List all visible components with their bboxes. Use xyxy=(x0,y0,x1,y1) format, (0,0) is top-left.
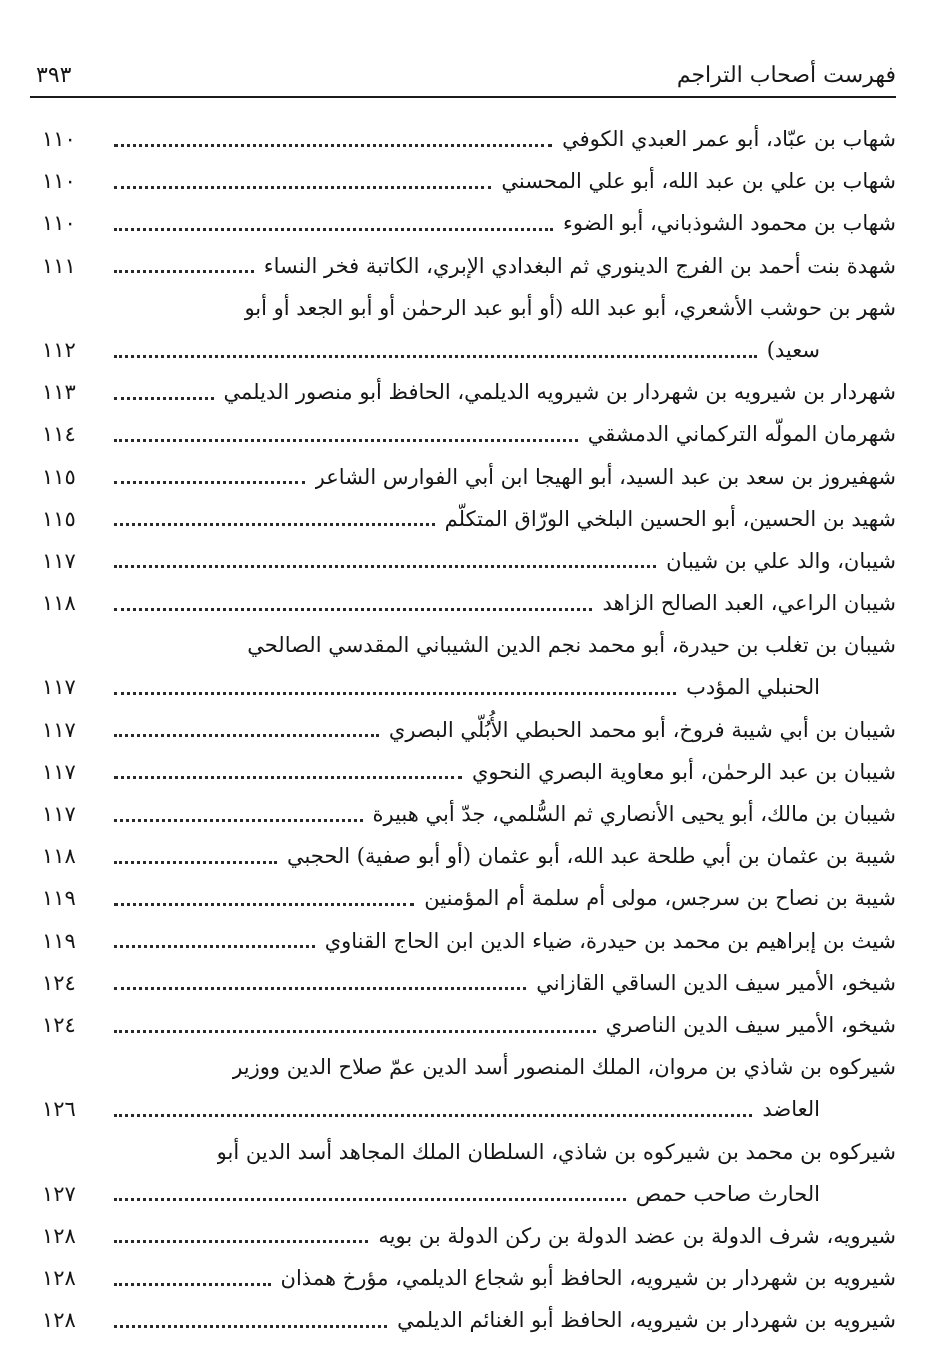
entry-page-number: ١١٨ xyxy=(42,591,76,616)
entry-line xyxy=(42,751,896,793)
dot-leader xyxy=(114,608,592,611)
entry-line xyxy=(42,413,896,455)
entry-line xyxy=(42,540,896,582)
index-entry xyxy=(42,877,896,919)
entry-line xyxy=(42,709,896,751)
index-entry xyxy=(42,751,896,793)
header-page-number: ٣٩٣ xyxy=(36,63,72,88)
index-entry xyxy=(42,1299,896,1341)
entry-text: شهدة بنت أحمد بن الفرج الدينوري ثم البغدادي الإبري، الكاتبة فخر النساء xyxy=(263,253,896,278)
entry-line xyxy=(42,1257,896,1299)
entry-text: شيبة بن عثمان بن أبي طلحة عبد الله، أبو عثمان (أو أبو صفية) الحجبي xyxy=(286,844,896,869)
entry-page-number: ١٢٤ xyxy=(42,1012,76,1037)
entry-text: شيرويه بن شهردار بن شيرويه، الحافظ أبو الغنائم الديلمي xyxy=(397,1308,896,1333)
entry-page-number: ١١٥ xyxy=(42,464,76,489)
entry-page-number: ١٢٦ xyxy=(42,1097,76,1122)
index-entry xyxy=(42,709,896,751)
dot-leader xyxy=(114,228,553,231)
dot-leader xyxy=(114,861,277,864)
entry-page-number: ١١٨ xyxy=(42,844,76,869)
dot-leader xyxy=(114,481,305,484)
entry-page-number: ١١٢ xyxy=(42,337,76,362)
entry-page-number: ١١٤ xyxy=(42,422,76,447)
index-entry xyxy=(42,456,896,498)
dot-leader xyxy=(114,819,363,822)
entry-first-line xyxy=(42,1131,896,1173)
dot-leader xyxy=(114,439,578,442)
dot-leader xyxy=(114,776,462,779)
entry-line xyxy=(42,202,896,244)
index-entry xyxy=(42,1131,896,1215)
index-entry xyxy=(42,498,896,540)
entry-page-number: ١١٩ xyxy=(42,928,76,953)
dot-leader xyxy=(114,523,435,526)
index-entry xyxy=(42,835,896,877)
entry-line xyxy=(42,1173,896,1215)
entry-page-number: ١١٧ xyxy=(42,802,76,826)
entry-page-number: ١١٧ xyxy=(42,675,76,700)
entry-text: شيبة بن نصاح بن سرجس، مولى أم سلمة أم المؤمنين xyxy=(424,886,896,911)
dot-leader xyxy=(114,1198,626,1201)
entry-line xyxy=(42,582,896,624)
dot-leader xyxy=(114,692,676,695)
running-header xyxy=(30,52,896,98)
entry-line xyxy=(42,920,896,962)
index-entry xyxy=(42,118,896,160)
entry-text: شهاب بن محمود الشوذباني، أبو الضوء xyxy=(562,211,896,236)
entry-text: شيبان بن مالك، أبو يحيى الأنصاري ثم السُّلمي، جدّ أبي هبيرة xyxy=(372,802,896,826)
entry-line xyxy=(42,1215,896,1257)
index-entry xyxy=(42,245,896,287)
entry-text-line1: شيركوه بن شاذي بن مروان، الملك المنصور أسد الدين عمّ صلاح الدين ووزير xyxy=(232,1055,896,1080)
entry-page-number: ١١٧ xyxy=(42,759,76,784)
dot-leader xyxy=(114,397,214,400)
entry-line xyxy=(42,877,896,919)
entry-line xyxy=(42,962,896,1004)
dot-leader xyxy=(114,1030,596,1033)
index-entry xyxy=(42,920,896,962)
dot-leader xyxy=(114,1325,387,1328)
index-entry xyxy=(42,1004,896,1046)
entry-page-number: ١٢٨ xyxy=(42,1308,76,1333)
dot-leader xyxy=(114,1240,368,1243)
entry-text-line1: شهر بن حوشب الأشعري، أبو عبد الله (أو أبو عبد الرحمٰن أو أبو الجعد أو أبو xyxy=(244,295,896,320)
entry-line xyxy=(42,118,896,160)
entry-first-line xyxy=(42,624,896,666)
entry-text: شيخو، الأمير سيف الدين الساقي القازاني xyxy=(536,970,896,995)
entry-text: العاضد xyxy=(762,1097,820,1122)
entry-page-number: ١١٣ xyxy=(42,380,76,405)
entry-page-number: ١٢٨ xyxy=(42,1223,76,1248)
entry-page-number: ١١٧ xyxy=(42,548,76,573)
entry-page-number: ١٢٧ xyxy=(42,1181,76,1206)
index-entry xyxy=(42,1215,896,1257)
entry-page-number: ١١٠ xyxy=(42,211,76,236)
entry-text: شهاب بن عبّاد، أبو عمر العبدي الكوفي xyxy=(562,127,896,151)
dot-leader xyxy=(114,355,757,358)
entry-text: شيبان بن عبد الرحمٰن، أبو معاوية البصري النحوي xyxy=(471,759,896,784)
entry-text: شيرويه، شرف الدولة بن عضد الدولة بن ركن الدولة بن بويه xyxy=(378,1223,896,1248)
entry-text: شيبان بن أبي شيبة فروخ، أبو محمد الحبطي الأُبُلّي البصري xyxy=(388,717,896,742)
entry-text: شهرمان المولّه التركماني الدمشقي xyxy=(587,422,896,447)
entry-text: شيخو، الأمير سيف الدين الناصري xyxy=(605,1012,896,1037)
entry-line xyxy=(42,1088,896,1130)
entry-page-number: ١١٥ xyxy=(42,506,76,531)
entry-page-number: ١١١ xyxy=(42,253,76,278)
entry-text: شهاب بن علي بن عبد الله، أبو علي المحسني xyxy=(501,169,896,194)
dot-leader xyxy=(114,945,315,948)
entry-line xyxy=(42,793,896,835)
dot-leader xyxy=(114,565,656,568)
entry-text: سعيد) xyxy=(766,337,820,362)
dot-leader xyxy=(114,270,254,273)
entry-page-number: ١١٠ xyxy=(42,127,76,151)
index-entry xyxy=(42,624,896,708)
dot-leader xyxy=(114,1114,752,1117)
entry-page-number: ١٢٨ xyxy=(42,1266,76,1291)
dot-leader xyxy=(114,903,414,906)
index-entry xyxy=(42,160,896,202)
entry-page-number: ١١٠ xyxy=(42,169,76,194)
header-title: فهرست أصحاب التراجم xyxy=(676,63,896,88)
entry-text: شهيد بن الحسين، أبو الحسين البلخي الورّاق المتكلّم xyxy=(444,506,896,531)
index-entries xyxy=(42,118,896,1341)
index-entry xyxy=(42,540,896,582)
index-entry xyxy=(42,962,896,1004)
entry-text: شيبان، والد علي بن شيبان xyxy=(666,548,896,573)
dot-leader xyxy=(114,734,379,737)
index-entry xyxy=(42,202,896,244)
entry-line xyxy=(42,835,896,877)
dot-leader xyxy=(114,987,526,990)
index-entry xyxy=(42,287,896,371)
entry-line xyxy=(42,666,896,708)
index-entry xyxy=(42,1046,896,1130)
entry-page-number: ١٢٤ xyxy=(42,970,76,995)
entry-line xyxy=(42,1004,896,1046)
index-entry xyxy=(42,1257,896,1299)
entry-line xyxy=(42,329,896,371)
index-entry xyxy=(42,413,896,455)
entry-line xyxy=(42,1299,896,1341)
entry-line xyxy=(42,456,896,498)
entry-text: شيبان الراعي، العبد الصالح الزاهد xyxy=(602,591,896,616)
entry-page-number: ١١٧ xyxy=(42,717,76,742)
entry-text: شهردار بن شيرويه بن شهردار بن شيرويه الديلمي، الحافظ أبو منصور الديلمي xyxy=(223,380,896,405)
entry-first-line xyxy=(42,1046,896,1088)
entry-text-line1: شيبان بن تغلب بن حيدرة، أبو محمد نجم الدين الشيباني المقدسي الصالحي xyxy=(247,633,896,658)
entry-first-line xyxy=(42,287,896,329)
entry-text: شهفيروز بن سعد بن عبد السيد، أبو الهيجا ابن أبي الفوارس الشاعر xyxy=(314,464,896,489)
dot-leader xyxy=(114,144,552,147)
entry-text: شيرويه بن شهردار بن شيرويه، الحافظ أبو شجاع الديلمي، مؤرخ همذان xyxy=(280,1266,896,1291)
entry-line xyxy=(42,160,896,202)
entry-text: الحارث صاحب حمص xyxy=(635,1181,820,1206)
index-entry xyxy=(42,582,896,624)
entry-text: شيث بن إبراهيم بن محمد بن حيدرة، ضياء الدين ابن الحاج القناوي xyxy=(324,928,896,953)
entry-text-line1: شيركوه بن محمد بن شيركوه بن شاذي، السلطان الملك المجاهد أسد الدين أبو xyxy=(216,1139,896,1164)
entry-line xyxy=(42,245,896,287)
dot-leader xyxy=(114,1283,271,1286)
entry-line xyxy=(42,371,896,413)
index-entry xyxy=(42,793,896,835)
dot-leader xyxy=(114,186,491,189)
entry-page-number: ١١٩ xyxy=(42,886,76,911)
entry-line xyxy=(42,498,896,540)
entry-text: الحنبلي المؤدب xyxy=(686,675,820,700)
index-entry xyxy=(42,371,896,413)
